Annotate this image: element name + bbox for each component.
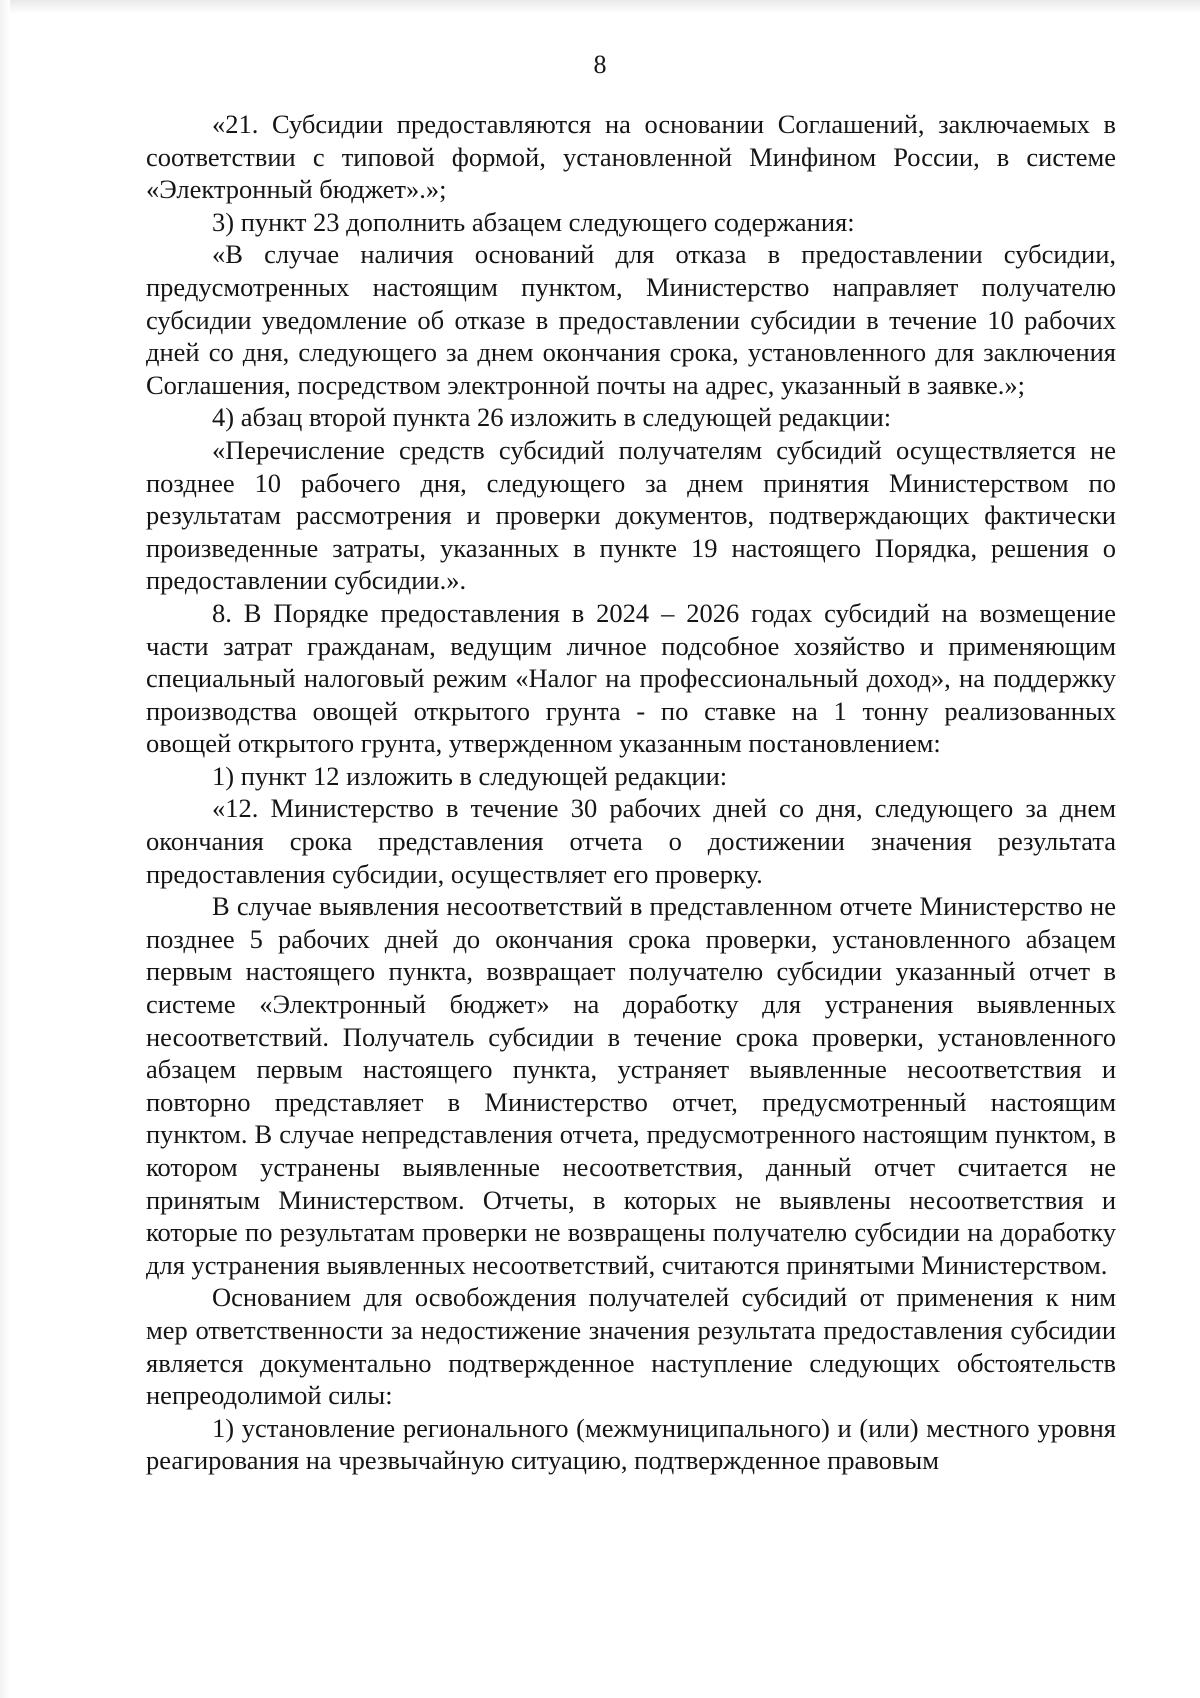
paragraph-clause-21: «21. Субсидии предоставляются на основании Соглашений, заключаемых в соответствии с типовой формой, установленной Минфином России, в системе «Электронный бюджет».»; bbox=[146, 109, 1116, 205]
paragraph-clause-12: «12. Министерство в течение 30 рабочих дней со дня, следующего за днем окончания срока представления отчета о достижении значения результата предоставления субсидии, осуществляет его проверку. bbox=[146, 793, 1116, 889]
paragraph-item-4: 4) абзац второй пункта 26 изложить в следующей редакции: bbox=[212, 402, 892, 433]
paragraph-force-majeure: Основанием для освобождения получателей субсидий от применения к ним мер ответственности за недостижение значения результата предоставления субсидии является документально подтвержденное наступление следующих обстоятельств непреодолимой силы: bbox=[146, 1282, 1116, 1411]
scan-edge-left bbox=[0, 0, 10, 1698]
paragraph-transfer-of-funds: «Перечисление средств субсидий получателям субсидий осуществляется не позднее 10 рабочего дня, следующего за днем принятия Министерством по результатам рассмотрения и проверки документов, подтверждающих фактически произведенные затраты, указанных в пункте 19 настоящего Порядка, решения о предоставлении субсидии.». bbox=[146, 434, 1116, 596]
page-number: 8 bbox=[593, 50, 607, 79]
paragraph-emergency-level: 1) установление регионального (межмуниципального) и (или) местного уровня реагирования на чрезвычайную ситуацию, подтвержденное правовым bbox=[146, 1412, 1116, 1476]
document-body bbox=[146, 108, 1116, 1477]
paragraph-refusal-notice: «В случае наличия оснований для отказа в предоставлении субсидии, предусмотренных настоящим пунктом, Министерство направляет получателю субсидии уведомление об отказе в предоставлении субсидии в течение 10 рабочих дней со дня, следующего за днем окончания срока, установленного для заключения Соглашения, посредством электронной почты на адрес, указанный в заявке.»; bbox=[146, 239, 1116, 400]
paragraph-section-8: 8. В Порядке предоставления в 2024 – 2026 годах субсидий на возмещение части затрат гражданам, ведущим личное подсобное хозяйство и применяющим специальный налоговый режим «Налог на профессиональный доход», на поддержку производства овощей открытого грунта - по ставке на 1 тонну реализованных овощей открытого грунта, утвержденном указанным постановлением: bbox=[146, 597, 1116, 759]
scan-edge-top bbox=[0, 0, 1200, 14]
paragraph-item-1: 1) пункт 12 изложить в следующей редакции: bbox=[212, 760, 728, 791]
paragraph-nonconformities: В случае выявления несоответствий в представленном отчете Министерство не позднее 5 рабочих дней до окончания срока проверки, установленного абзацем первым настоящего пункта, возвращает получателю субсидии указанный отчет в системе «Электронный бюджет» на доработку для устранения выявленных несоответствий. Получатель субсидии в течение срока проверки, установленного абзацем первым настоящего пункта, устраняет выявленные несоответствия и повторно представляет в Министерство отчет, предусмотренный настоящим пунктом. В случае непредставления отчета, предусмотренного настоящим пунктом, в котором устранены выявленные несоответствия, данный отчет считается не принятым Министерством. Отчеты, в которых не выявлены несоответствия и которые по результатам проверки не возвращены получателю субсидии на доработку для устранения выявленных несоответствий, считаются принятыми Министерством. bbox=[146, 891, 1116, 1280]
paragraph-item-3: 3) пункт 23 дополнить абзацем следующего содержания: bbox=[212, 206, 855, 237]
